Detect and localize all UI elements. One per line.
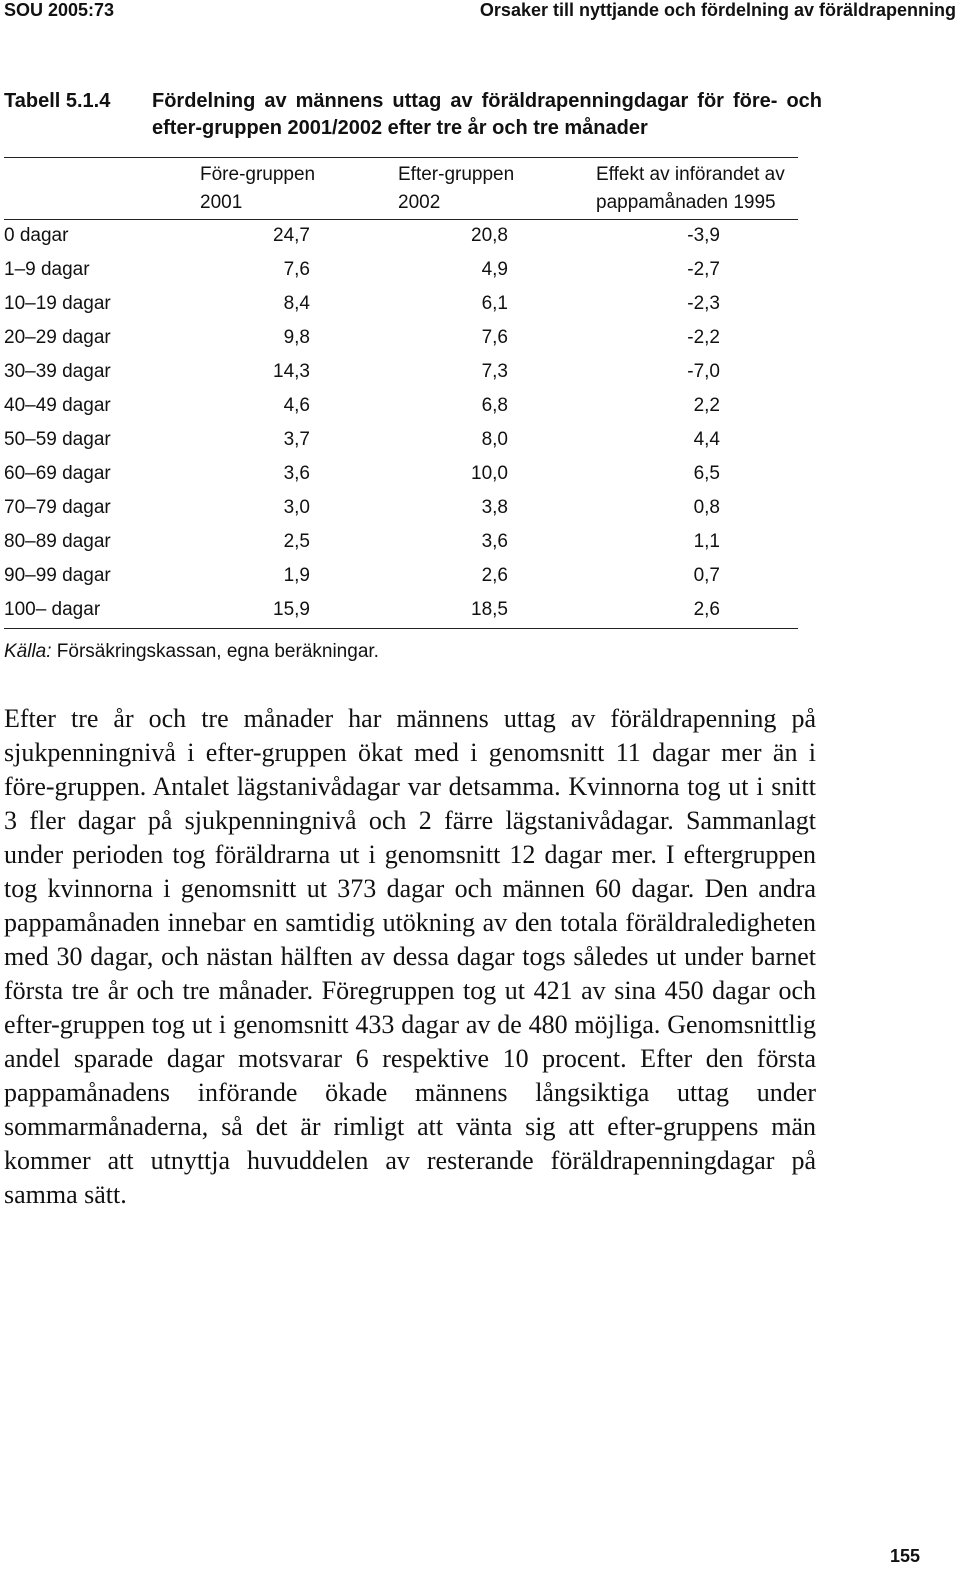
table-row xyxy=(4,565,798,599)
row-label: 0 dagar xyxy=(4,225,69,246)
row-label: 1–9 dagar xyxy=(4,259,90,280)
chapter-title: Orsaker till nyttjande och fördelning av föräldrapenning xyxy=(479,0,956,20)
value-before: 2,5 xyxy=(283,531,310,552)
table-row xyxy=(4,259,798,293)
value-after: 18,5 xyxy=(471,599,508,620)
table-row xyxy=(4,225,798,259)
value-effect: 6,5 xyxy=(693,463,720,484)
table-row xyxy=(4,361,798,395)
source-prefix: Källa: xyxy=(4,641,52,662)
report-number: SOU 2005:73 xyxy=(4,0,115,20)
value-after: 7,3 xyxy=(481,361,508,382)
table-bottom-rule xyxy=(4,628,798,629)
value-after: 20,8 xyxy=(471,225,508,246)
row-label: 70–79 dagar xyxy=(4,497,111,518)
value-effect: 2,6 xyxy=(693,599,720,620)
table-row xyxy=(4,497,798,531)
value-before: 15,9 xyxy=(273,599,310,620)
value-after: 6,8 xyxy=(481,395,508,416)
column-header-before: Före-gruppen 2001 xyxy=(200,164,316,213)
value-effect: 2,2 xyxy=(693,395,720,416)
value-before: 9,8 xyxy=(283,327,310,348)
value-before: 24,7 xyxy=(273,225,310,246)
value-effect: -7,0 xyxy=(687,361,720,382)
value-after: 8,0 xyxy=(481,429,508,450)
value-after: 3,6 xyxy=(481,531,508,552)
row-label: 40–49 dagar xyxy=(4,395,111,416)
table-label: Tabell 5.1.4 xyxy=(4,90,111,112)
value-after: 7,6 xyxy=(481,327,508,348)
row-label: 10–19 dagar xyxy=(4,293,111,314)
table-row xyxy=(4,429,798,463)
value-effect: 0,7 xyxy=(693,565,720,586)
value-before: 4,6 xyxy=(283,395,310,416)
table-header-rule xyxy=(4,219,798,220)
value-after: 3,8 xyxy=(481,497,508,518)
table-row xyxy=(4,293,798,327)
value-effect: 1,1 xyxy=(693,531,720,552)
row-label: 30–39 dagar xyxy=(4,361,111,382)
value-after: 10,0 xyxy=(471,463,508,484)
page-number: 155 xyxy=(889,1546,920,1566)
value-before: 3,7 xyxy=(283,429,310,450)
value-before: 1,9 xyxy=(283,565,310,586)
source-text: Försäkringskassan, egna beräkningar. xyxy=(51,641,379,662)
value-effect: 0,8 xyxy=(693,497,720,518)
column-header-after: Efter-gruppen 2002 xyxy=(398,164,515,213)
value-effect: -2,2 xyxy=(687,327,720,348)
table-title: Fördelning av männens uttag av föräldrapenningdagar för före- och efter-gruppen 2001/2002 efter tre år och tre månader xyxy=(152,90,822,139)
value-after: 4,9 xyxy=(481,259,508,280)
value-effect: -3,9 xyxy=(687,225,720,246)
table-row xyxy=(4,463,798,497)
body-paragraph: Efter tre år och tre månader har männens uttag av föräldrapenning på sjukpenningnivå i efter-gruppen ökat med i genomsnitt 11 dagar mer än i före-gruppen. Antalet lägstanivådagar var detsamma. Kvinnorna tog ut i snitt 3 fler dagar på sjukpenningnivå och 2 färre lägstanivådagar. Sammanlagt under perioden tog föräldrarna ut i genomsnitt 12 dagar mer. I eftergruppen tog kvinnorna i genomsnitt ut 373 dagar och männen 60 dagar. Den andra pappamånaden innebar en samtidig utökning av den totala föräldraledigheten med 30 dagar, och nästan hälften av dessa dagar togs således ut under barnet första tre år och tre månader. Föregruppen tog ut 421 av sina 450 dagar och efter-gruppen tog ut i genomsnitt 433 dagar av de 480 möjliga. Genomsnittlig andel sparade dagar motsvarar 6 respektive 10 procent. Efter den första pappamånadens införande ökade männens långsiktiga uttag under sommarmånaderna, så det är rimligt att vänta sig att efter-gruppens män kommer att utnyttja huvuddelen av resterande föräldrapenningdagar på samma sätt. xyxy=(4,704,816,1209)
value-effect: -2,3 xyxy=(687,293,720,314)
value-after: 6,1 xyxy=(481,293,508,314)
value-after: 2,6 xyxy=(481,565,508,586)
value-before: 7,6 xyxy=(283,259,310,280)
value-before: 3,6 xyxy=(283,463,310,484)
row-label: 100– dagar xyxy=(4,599,101,620)
table-row xyxy=(4,327,798,361)
table-top-rule xyxy=(4,157,798,158)
column-header-effect: Effekt av införandet av pappamånaden 1995 xyxy=(596,164,785,213)
table-source-note xyxy=(4,641,379,663)
value-effect: 4,4 xyxy=(693,429,720,450)
table-row xyxy=(4,531,798,565)
row-label: 50–59 dagar xyxy=(4,429,111,450)
row-label: 20–29 dagar xyxy=(4,327,111,348)
row-label: 60–69 dagar xyxy=(4,463,111,484)
row-label: 80–89 dagar xyxy=(4,531,111,552)
value-before: 14,3 xyxy=(273,361,310,382)
row-label: 90–99 dagar xyxy=(4,565,111,586)
value-before: 8,4 xyxy=(283,293,310,314)
table-row xyxy=(4,395,798,429)
value-effect: -2,7 xyxy=(687,259,720,280)
running-header xyxy=(0,0,960,24)
value-before: 3,0 xyxy=(283,497,310,518)
